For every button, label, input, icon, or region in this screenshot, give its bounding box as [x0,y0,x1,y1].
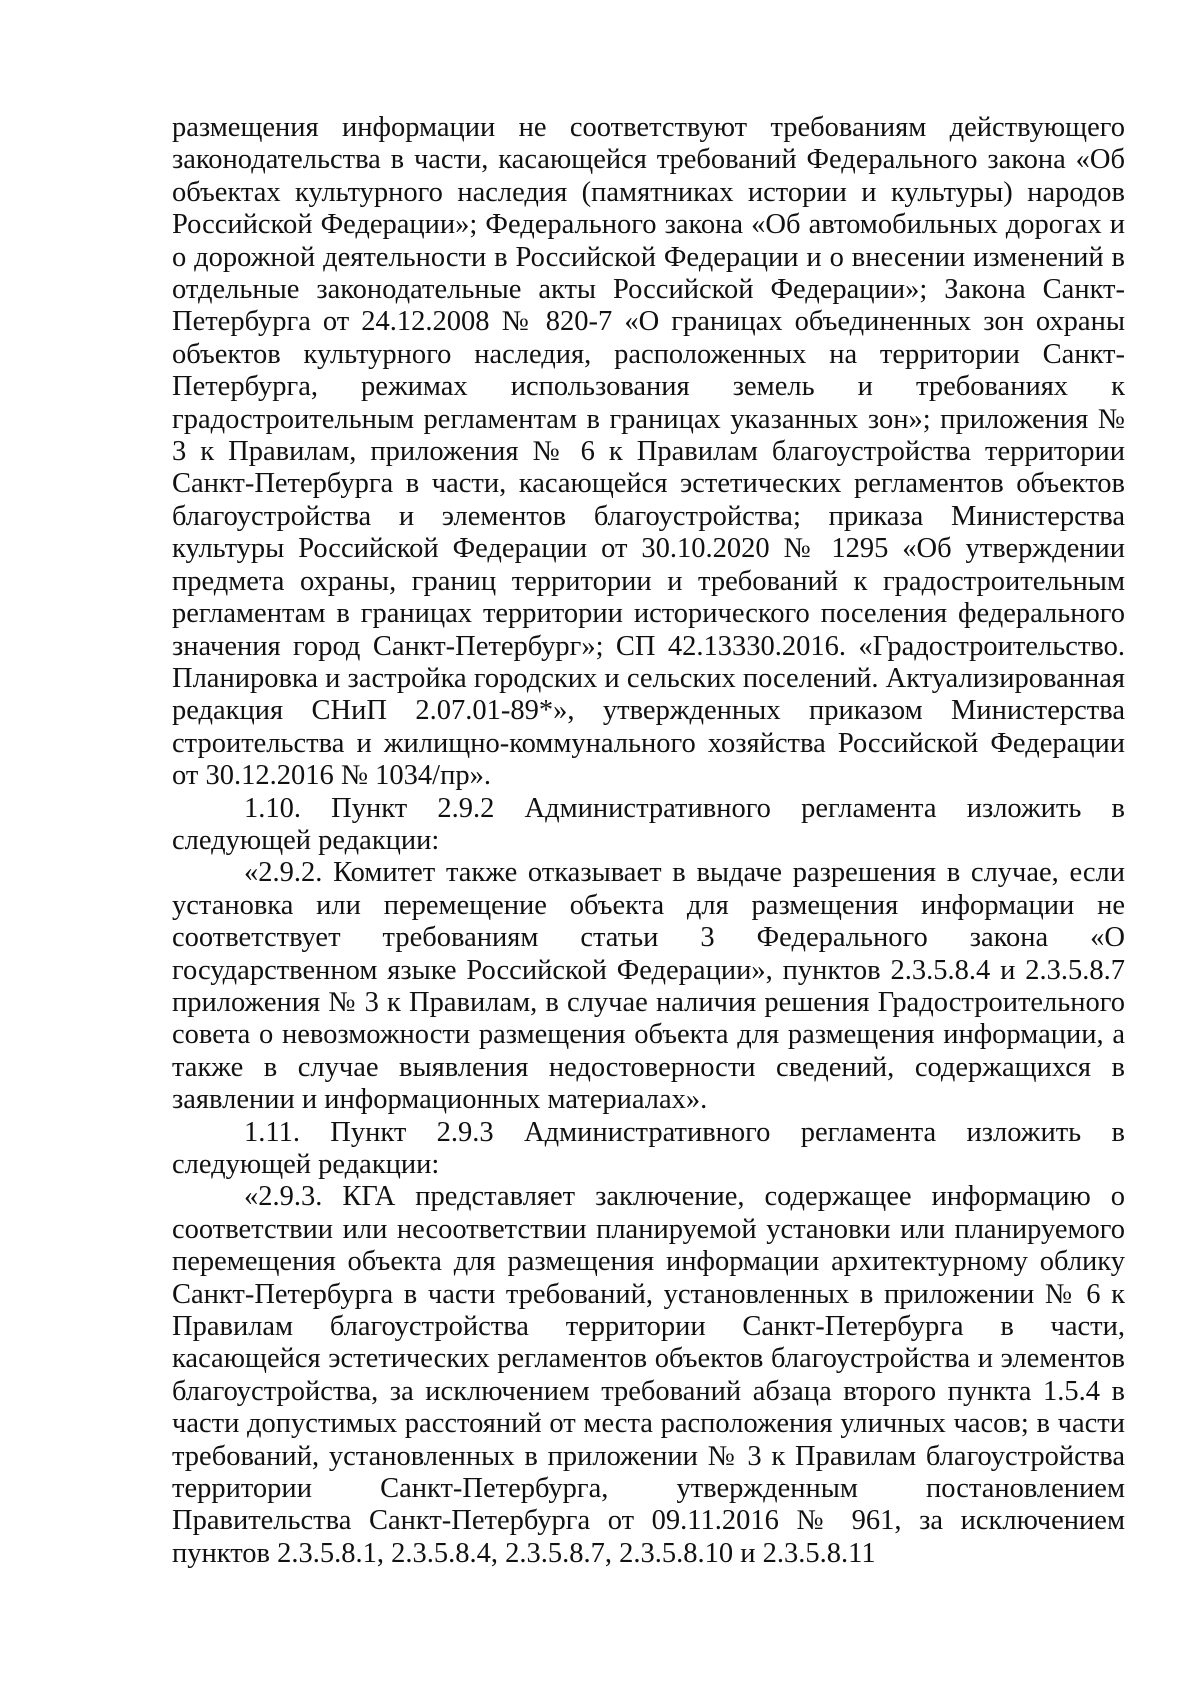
paragraph-quote-2-9-2: «2.9.2. Комитет также отказывает в выдаче разрешения в случае, если установка или перемещение объекта для размещения информации не соответствует требованиям статьи 3 Федерального закона «О государственном языке Российской Федерации», пунктов 2.3.5.8.4 и 2.3.5.8.7 приложения № 3 к Правилам, в случае наличия решения Градостроительного совета о невозможности размещения объекта для размещения информации, а также в случае выявления недостоверности сведений, содержащихся в заявлении и информационных материалах». [172,857,1125,1116]
paragraph-quote-2-9-3: «2.9.3. КГА представляет заключение, содержащее информацию о соответствии или несоответствии планируемой установки или планируемого перемещения объекта для размещения информации архитектурному облику Санкт-Петербурга в части требований, установленных в приложении № 6 к Правилам благоустройства территории Санкт-Петербурга в части, касающейся эстетических регламентов объектов благоустройства и элементов благоустройства, за исключением требований абзаца второго пункта 1.5.4 в части допустимых расстояний от места расположения уличных часов; в части требований, установленных в приложении № 3 к Правилам благоустройства территории Санкт-Петербурга, утвержденным постановлением Правительства Санкт-Петербурга от 09.11.2016 № 961, за исключением пунктов 2.3.5.8.1, 2.3.5.8.4, 2.3.5.8.7, 2.3.5.8.10 и 2.3.5.8.11 [172,1181,1125,1569]
paragraph-item-1-10: 1.10. Пункт 2.9.2 Административного регламента изложить в следующей редакции: [172,792,1125,856]
paragraph-item-1-11: 1.11. Пункт 2.9.3 Административного регламента изложить в следующей редакции: [172,1116,1125,1180]
paragraph-continuation: размещения информации не соответствуют требованиям действующего законодательства в части, касающейся требований Федерального закона «Об объектах культурного наследия (памятниках истории и культуры) народов Российской Федерации»; Федерального закона «Об автомобильных дорогах и о дорожной деятельности в Российской Федерации и о внесении изменений в отдельные законодательные акты Российской Федерации»; Закона Санкт-Петербурга от 24.12.2008 № 820-7 «О границах объединенных зон охраны объектов культурного наследия, расположенных на территории Санкт-Петербурга, режимах использования земель и требованиях к градостроительным регламентам в границах указанных зон»; приложения № 3 к Правилам, приложения № 6 к Правилам благоустройства территории Санкт-Петербурга в части, касающейся эстетических регламентов объектов благоустройства и элементов благоустройства; приказа Министерства культуры Российской Федерации от 30.10.2020 № 1295 «Об утверждении предмета охраны, границ территории и требований к градостроительным регламентам в границах территории исторического поселения федерального значения город Санкт-Петербург»; СП 42.13330.2016. «Градостроительство. Планировка и застройка городских и сельских поселений. Актуализированная редакция СНиП 2.07.01-89*», утвержденных приказом Министерства строительства и жилищно-коммунального хозяйства Российской Федерации от 30.12.2016 № 1034/пр». [172,112,1125,792]
document-body [172,112,1125,1570]
